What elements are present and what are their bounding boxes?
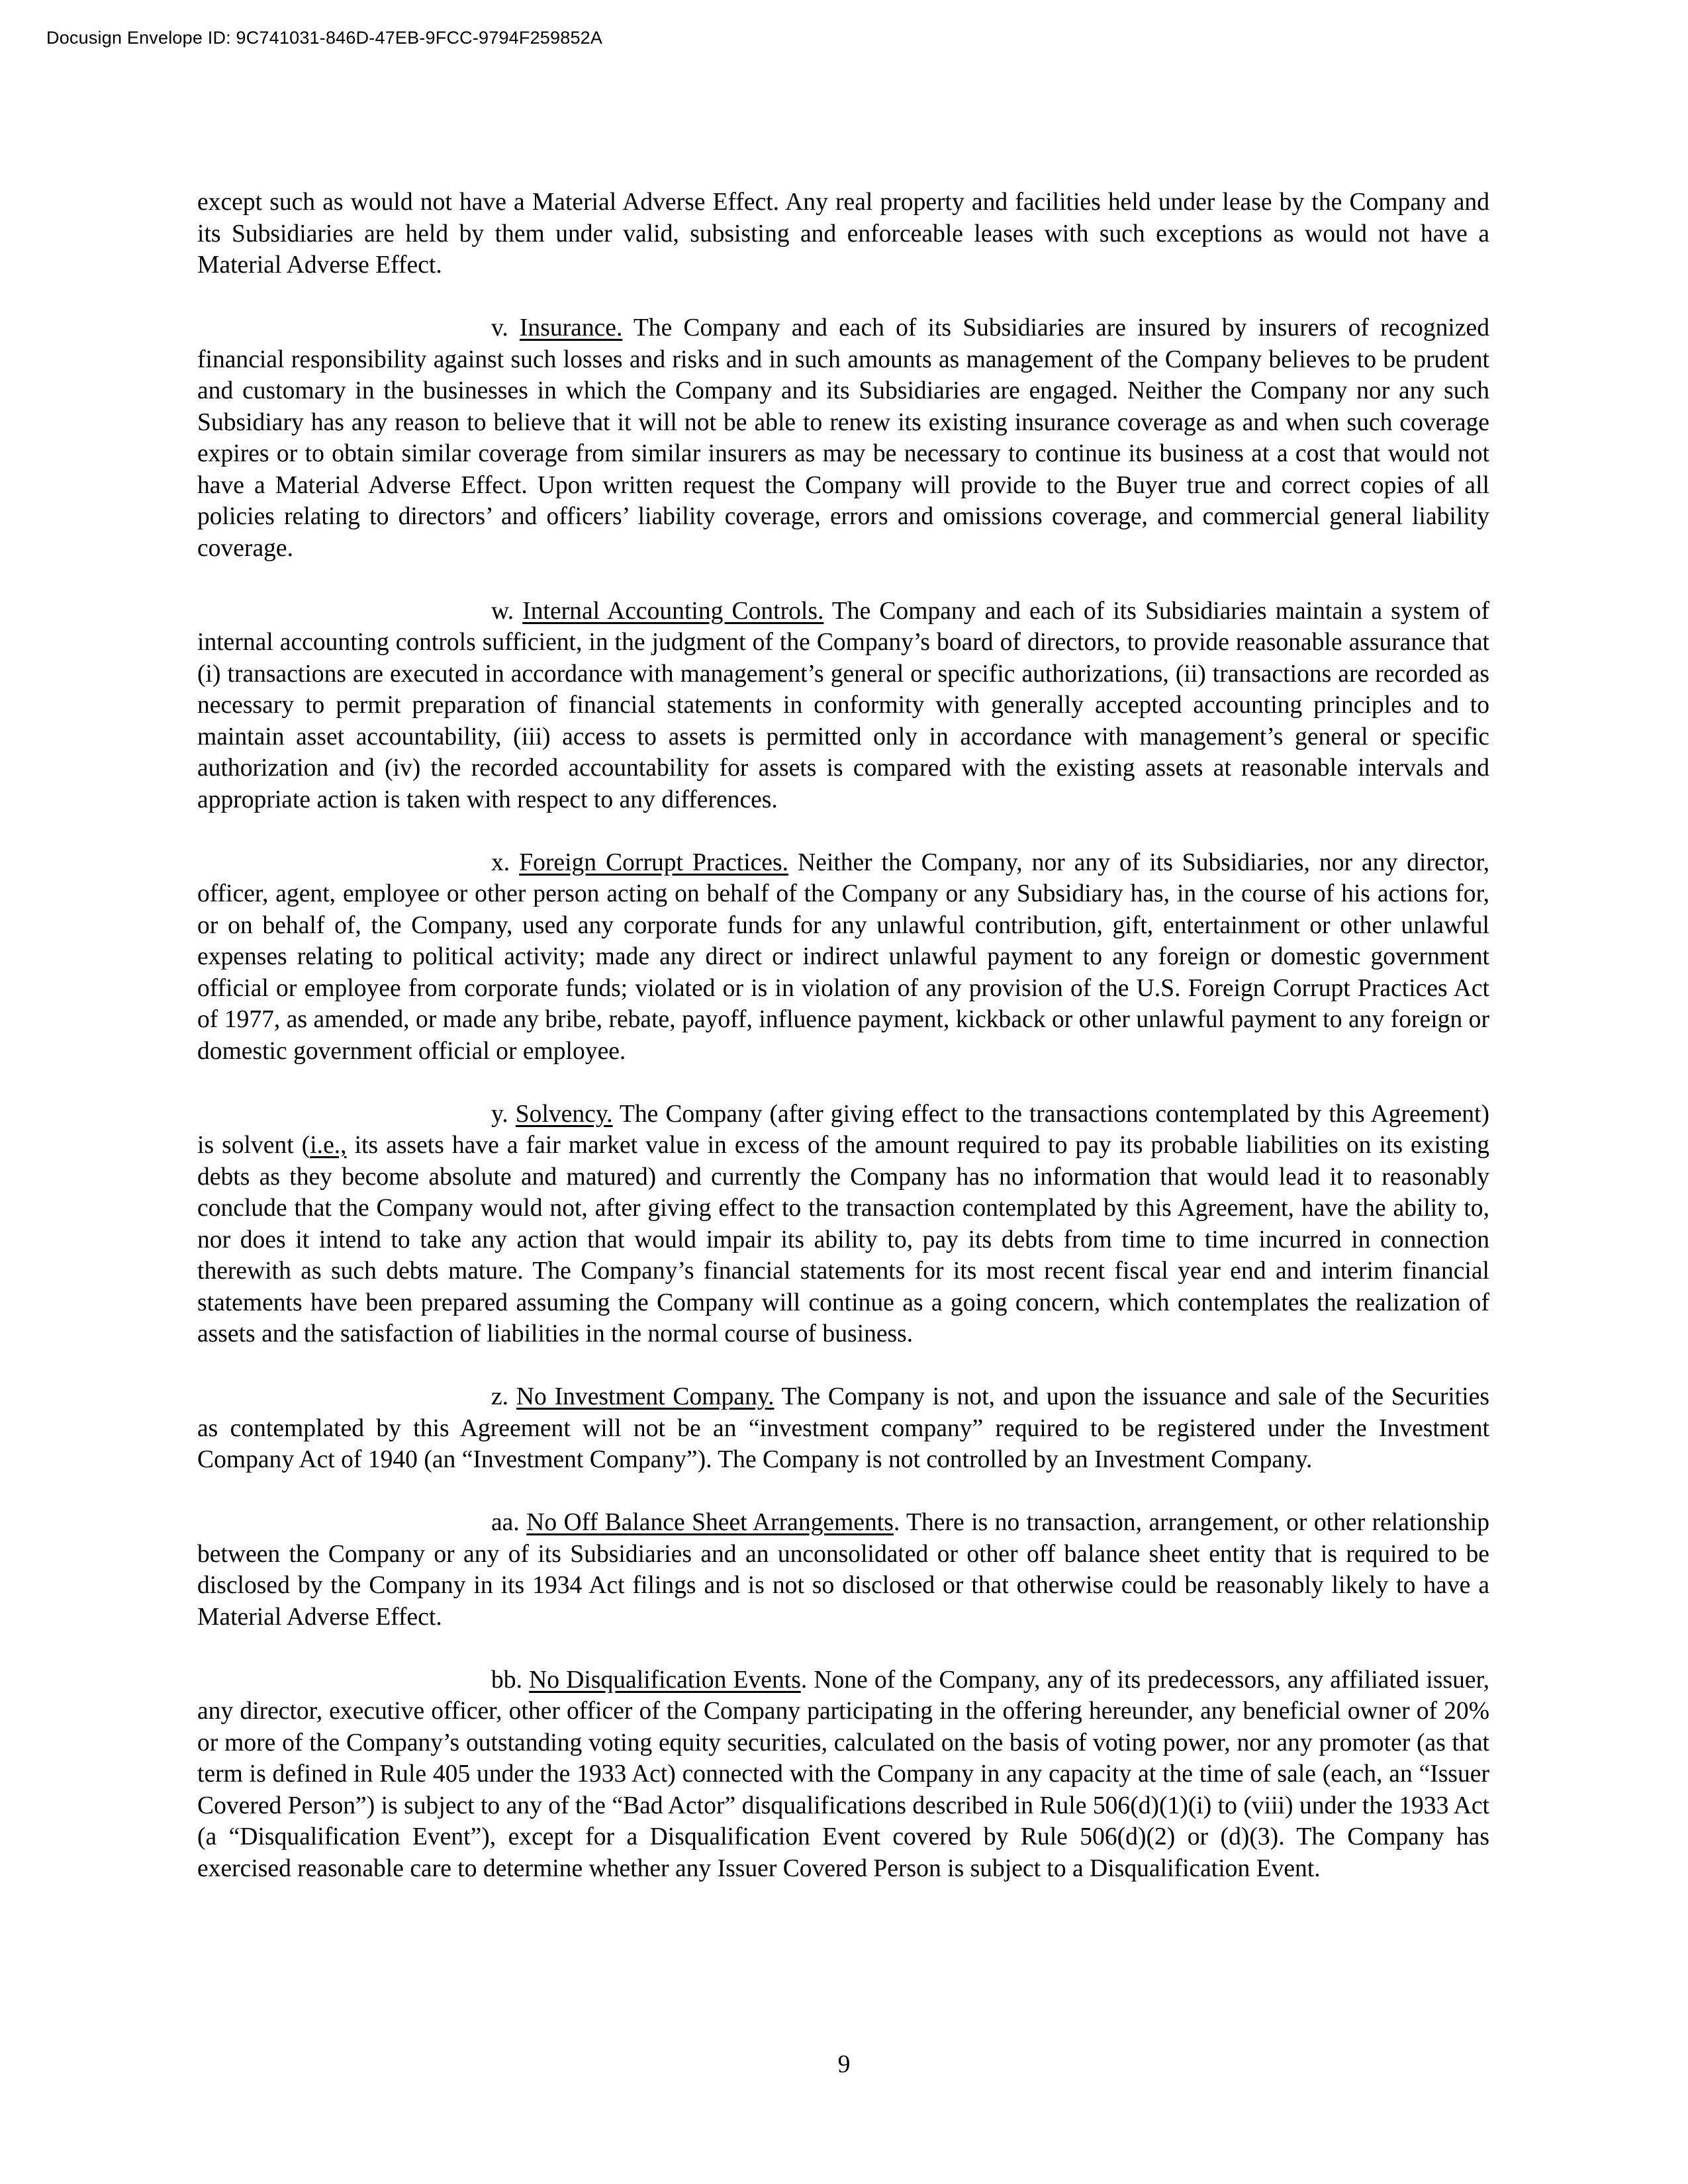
section-text: The Company and each of its Subsidiaries are insured by insurers of recognized financial responsibility against such losses and risks and in such amounts as management of the Company believes to be prudent and customary in the businesses in which the Company and its Subsidiaries are engaged. Neither the Company nor any such Subsidiary has any reason to believe that it will not be able to renew its existing insurance coverage as and when such coverage expires or to obtain similar coverage from similar insurers as may be necessary to continue its business at a cost that would not have a Material Adverse Effect. Upon written request the Company will provide to the Buyer true and correct copies of all policies relating to directors’ and officers’ liability coverage, errors and omissions coverage, and commercial general liability coverage. (197, 314, 1489, 562)
section-text: . There is no transaction, arrangement, or other relationship between the Company or any of its Subsidiaries and an unconsolidated or other off balance sheet entity that is required to be disclosed by the Company in its 1934 Act filings and is not so disclosed or that otherwise could be reasonably likely to have a Material Adverse Effect. (197, 1509, 1489, 1631)
section-letter: z. (491, 1383, 509, 1410)
page-number: 9 (837, 2051, 851, 2078)
section-text: . None of the Company, any of its predecessors, any affiliated issuer, any director, executive officer, other officer of the Company participating in the offering hereunder, any beneficial owner of 20% or more of the Company’s outstanding voting equity securities, calculated on the basis of voting power, nor any promoter (as that term is defined in Rule 405 under the 1933 Act) connected with the Company in any capacity at the time of sale (each, an “Issuer Covered Person”) is subject to any of the “Bad Actor” disqualifications described in Rule 506(d)(1)(i) to (viii) under the 1933 Act (a “Disqualification Event”), except for a Disqualification Event covered by Rule 506(d)(2) or (d)(3). The Company has exercised reasonable care to determine whether any Issuer Covered Person is subject to a Disqualification Event. (197, 1666, 1489, 1882)
section-text: The Company is not, and upon the issuance and sale of the Securities as contemplated by this Agreement will not be an “investment company” required to be registered under the Investment Company Act of 1940 (an “Investment Company”). The Company is not controlled by an Investment Company. (197, 1383, 1489, 1473)
section-y-solvency (197, 1099, 1489, 1350)
section-v-insurance (197, 312, 1489, 564)
section-w-internal-accounting-controls (197, 596, 1489, 816)
section-heading: Foreign Corrupt Practices. (519, 848, 789, 876)
continuation-paragraph: except such as would not have a Material Adverse Effect. Any real property and facilities held under lease by the Company and its Subsidiaries are held by them under valid, subsisting and enforceable leases with such exceptions as would not have a Material Adverse Effect. (197, 189, 1489, 279)
document-body (197, 187, 1489, 1916)
section-bb-no-disqualification-events (197, 1664, 1489, 1885)
section-letter: aa. (491, 1509, 520, 1536)
section-heading: Insurance. (519, 314, 623, 341)
section-heading: No Investment Company. (516, 1383, 774, 1410)
section-letter: y. (491, 1100, 508, 1128)
section-aa-no-off-balance-sheet (197, 1507, 1489, 1633)
ie-abbreviation: i.e., (310, 1132, 347, 1159)
section-x-foreign-corrupt-practices (197, 847, 1489, 1068)
section-letter: x. (491, 848, 510, 876)
section-text-after: its assets have a fair market value in excess of the amount required to pay its probable liabilities on its existing debts as they become absolute and matured) and currently the Company has no information that would lead it to reasonably conclude that the Company would not, after giving effect to the transaction contemplated by this Agreement, have the ability to, nor does it intend to take any action that would impair its ability to, pay its debts from time to time incurred in connection therewith as such debts mature. The Company’s financial statements for its most recent fiscal year end and interim financial statements have been prepared assuming the Company will continue as a going concern, which contemplates the realization of assets and the satisfaction of liabilities in the normal course of business. (197, 1132, 1489, 1347)
section-heading: Internal Accounting Controls. (522, 597, 824, 625)
section-text: Neither the Company, nor any of its Subsidiaries, nor any director, officer, agent, employee or other person acting on behalf of the Company or any Subsidiary has, in the course of his actions for, or on behalf of, the Company, used any corporate funds for any unlawful contribution, gift, entertainment or other unlawful expenses relating to political activity; made any direct or indirect unlawful payment to any foreign or domestic government official or employee from corporate funds; violated or is in violation of any provision of the U.S. Foreign Corrupt Practices Act of 1977, as amended, or made any bribe, rebate, payoff, influence payment, kickback or other unlawful payment to any foreign or domestic government official or employee. (197, 848, 1489, 1065)
section-letter: v. (491, 314, 508, 341)
section-letter: bb. (491, 1666, 522, 1694)
docusign-envelope-id: Docusign Envelope ID: 9C741031-846D-47EB-9FCC-9794F259852A (46, 28, 603, 48)
section-letter: w. (491, 597, 514, 625)
section-z-no-investment-company (197, 1381, 1489, 1476)
section-text: The Company and each of its Subsidiaries maintain a system of internal accounting controls sufficient, in the judgment of the Company’s board of directors, to provide reasonable assurance that (i) transactions are executed in accordance with management’s general or specific authorizations, (ii) transactions are recorded as necessary to permit preparation of financial statements in conformity with generally accepted accounting principles and to maintain asset accountability, (iii) access to assets is permitted only in accordance with management’s general or specific authorization and (iv) the recorded accountability for assets is compared with the existing assets at reasonable intervals and appropriate action is taken with respect to any differences. (197, 597, 1489, 813)
section-text-before: The Company (after giving effect to the transactions contemplated by this Agreement) is solvent ( (197, 1100, 1489, 1159)
section-heading: Solvency. (515, 1100, 613, 1128)
section-heading: No Off Balance Sheet Arrangements (526, 1509, 894, 1536)
section-heading: No Disqualification Events (529, 1666, 801, 1694)
